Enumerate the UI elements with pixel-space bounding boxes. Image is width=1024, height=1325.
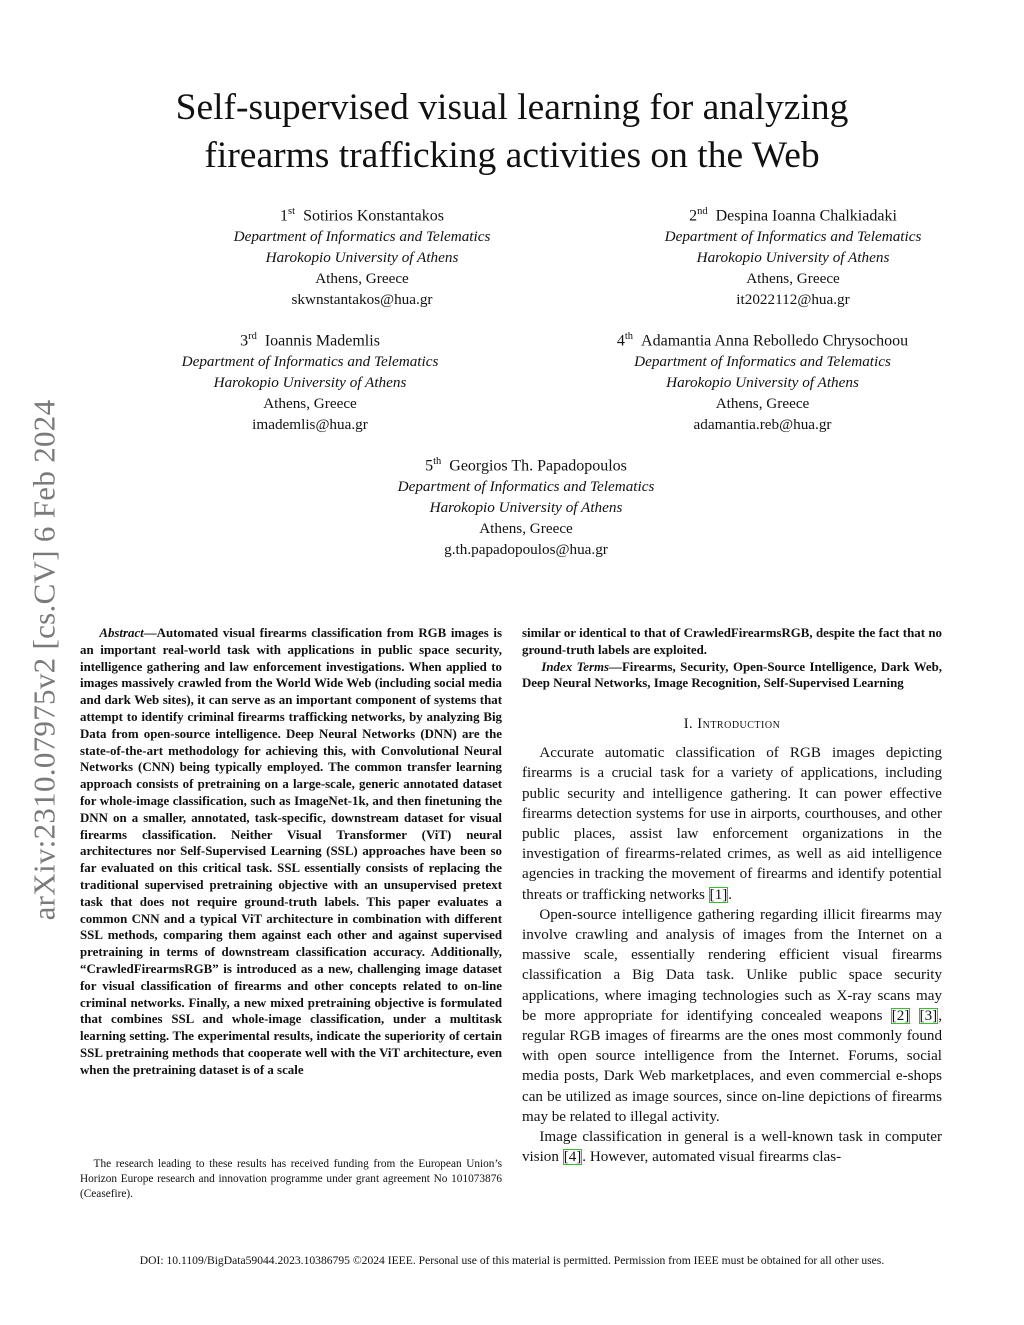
author-city: Athens, Greece bbox=[315, 270, 409, 288]
intro-paragraph-2: Open-source intelligence gathering regarding illicit firearms may involve crawling and analysis of images from the Internet on a massive scale, essentially rendering efficient visual firearms classification a Big Data task. Unlike public space security applications, where imaging technologies such as X-ray scans may be more appropriate for identifying concealed weapons [2] [3], regular RGB images of firearms are the ones most commonly found with open source intelligence from the Internet. Forums, social media posts, Dark Web marketplaces, and even commercial e-shops can be utilized as image sources, since on-line depictions of firearms may be related to illegal activity. bbox=[522, 906, 942, 1125]
author-name-line: 5th Georgios Th. Papadopoulos bbox=[425, 456, 627, 475]
abstract bbox=[80, 625, 502, 1079]
citation-link[interactable]: [2] bbox=[891, 1007, 910, 1024]
author-name: Despina Ioanna Chalkiadaki bbox=[715, 207, 897, 225]
author-university: Harokopio University of Athens bbox=[429, 499, 623, 517]
intro-paragraph-3: Image classification in general is a well-known task in computer vision [4]. However, automated visual firearms clas- bbox=[522, 1129, 942, 1166]
author-department: Department of Informatics and Telematics bbox=[233, 228, 491, 246]
author-university: Harokopio University of Athens bbox=[265, 249, 459, 267]
author-name-line: 3rd Ioannis Mademlis bbox=[240, 331, 380, 350]
author-university: Harokopio University of Athens bbox=[213, 374, 407, 392]
intro-paragraph-1: Accurate automatic classification of RGB images depicting firearms is a crucial task for a variety of applications, including public security and intelligence gathering. It can power effective firearms detection systems for use in airports, courthouses, and other public places, assist law enforcement organizations in the investigation of firearms-related crimes, as well as aid intelligence agencies in tracking the movement of firearms and identify potential threats or trafficking networks [1]. bbox=[522, 745, 942, 903]
author-email[interactable]: adamantia.reb@hua.gr bbox=[693, 416, 832, 434]
abstract-label: Abstract bbox=[99, 626, 144, 640]
author-department: Department of Informatics and Telematics bbox=[397, 478, 655, 496]
funding-footnote: The research leading to these results has received funding from the European Union’s Horizon Europe research and innovation programme under grant agreement No 101073876 (Ceasefire). bbox=[80, 1158, 502, 1200]
doi-copyright-line: DOI: 10.1109/BigData59044.2023.10386795 ©2024 IEEE. Personal use of this material is permitted. Permission from IEEE must be obtained for all other uses. bbox=[139, 1254, 885, 1267]
title-line-2: firearms trafficking activities on the Web bbox=[204, 135, 820, 176]
abstract-continuation: similar or identical to that of CrawledFirearmsRGB, despite the fact that no ground-truth labels are exploited. bbox=[522, 626, 942, 657]
index-terms-text: —Firearms, Security, Open-Source Intelligence, Dark Web, Deep Neural Networks, Image Recognition, Self-Supervised Learning bbox=[522, 659, 942, 691]
author-name-line: 1st Sotirios Konstantakos bbox=[280, 206, 444, 225]
author-name: Sotirios Konstantakos bbox=[303, 207, 444, 225]
index-terms-label: Index Terms bbox=[541, 659, 610, 674]
section-heading-introduction: I. Introduction bbox=[683, 716, 781, 733]
author-email[interactable]: skwnstantakos@hua.gr bbox=[291, 291, 433, 309]
right-column bbox=[522, 625, 942, 1167]
author-block-3 bbox=[120, 326, 500, 435]
author-department: Department of Informatics and Telematics bbox=[664, 228, 922, 246]
author-block-5 bbox=[336, 451, 716, 560]
author-block-1 bbox=[172, 201, 552, 310]
citation-link[interactable]: [4] bbox=[563, 1149, 582, 1166]
citation-link[interactable]: [3] bbox=[919, 1007, 938, 1024]
author-block-2 bbox=[603, 201, 983, 310]
paper-title bbox=[100, 84, 924, 180]
author-email[interactable]: g.th.papadopoulos@hua.gr bbox=[444, 541, 608, 559]
author-university: Harokopio University of Athens bbox=[666, 374, 859, 392]
author-university: Harokopio University of Athens bbox=[696, 249, 890, 267]
author-department: Department of Informatics and Telematics bbox=[634, 353, 891, 371]
arxiv-stamp bbox=[26, 365, 62, 955]
author-department: Department of Informatics and Telematics bbox=[181, 353, 439, 371]
author-block-4 bbox=[560, 326, 965, 435]
author-email[interactable]: it2022112@hua.gr bbox=[736, 291, 850, 309]
author-name: Georgios Th. Papadopoulos bbox=[449, 457, 627, 475]
author-name-line: 2nd Despina Ioanna Chalkiadaki bbox=[689, 206, 897, 225]
author-name: Adamantia Anna Rebolledo Chrysochoou bbox=[641, 332, 909, 350]
arxiv-id: arXiv:2310.07975v2 [cs.CV] 6 Feb 2024 bbox=[26, 399, 61, 921]
author-city: Athens, Greece bbox=[715, 395, 810, 413]
index-terms bbox=[522, 659, 942, 693]
author-city: Athens, Greece bbox=[263, 395, 357, 413]
author-city: Athens, Greece bbox=[479, 520, 573, 538]
title-line-1: Self-supervised visual learning for analyzing bbox=[175, 87, 849, 128]
citation-link[interactable]: [1] bbox=[709, 886, 728, 903]
author-city: Athens, Greece bbox=[746, 270, 840, 288]
author-name-line: 4th Adamantia Anna Rebolledo Chrysochoou bbox=[616, 331, 909, 350]
author-name: Ioannis Mademlis bbox=[264, 332, 380, 350]
abstract-text: —Automated visual firearms classification from RGB images is an important real-world task with applications in public space security, intelligence gathering and law enforcement investigations. When applied to images massively crawled from the World Wide Web (including social media and dark Web sites), it can serve as an important component of systems that attempt to identify criminal firearms trafficking networks, by analyzing Big Data from open-source intelligence. Deep Neural Networks (DNN) are the state-of-the-art methodology for achieving this, with Convolutional Neural Networks (CNN) being typically employed. The common transfer learning approach consists of pretraining on a large-scale, generic annotated dataset for whole-image classification, such as ImageNet-1k, and then finetuning the DNN on a smaller, annotated, task-specific, downstream dataset for visual firearms classification. Neither Visual Transformer (ViT) neural architectures nor Self-Supervised Learning (SSL) approaches have been so far evaluated on this critical task. SSL essentially consists of replacing the traditional supervised pretraining objective with an unsupervised pretext task that does not require ground-truth labels. This paper evaluates a common CNN and a typical ViT architecture in combination with different SSL methods, comparing them against each other and against supervised pretraining in terms of downstream classification accuracy. Additionally, “CrawledFirearmsRGB” is introduced as a new, challenging image dataset for visual classification of firearms and other concepts related to on-line criminal networks. Finally, a new mixed pretraining objective is formulated that combines SSL and whole-image classification, under a multitask learning setting. The experimental results, indicate the superiority of certain SSL pretraining methods that cooperate well with the ViT architecture, even when the pretraining dataset is of a scale bbox=[80, 626, 502, 1077]
author-email[interactable]: imademlis@hua.gr bbox=[252, 416, 368, 434]
